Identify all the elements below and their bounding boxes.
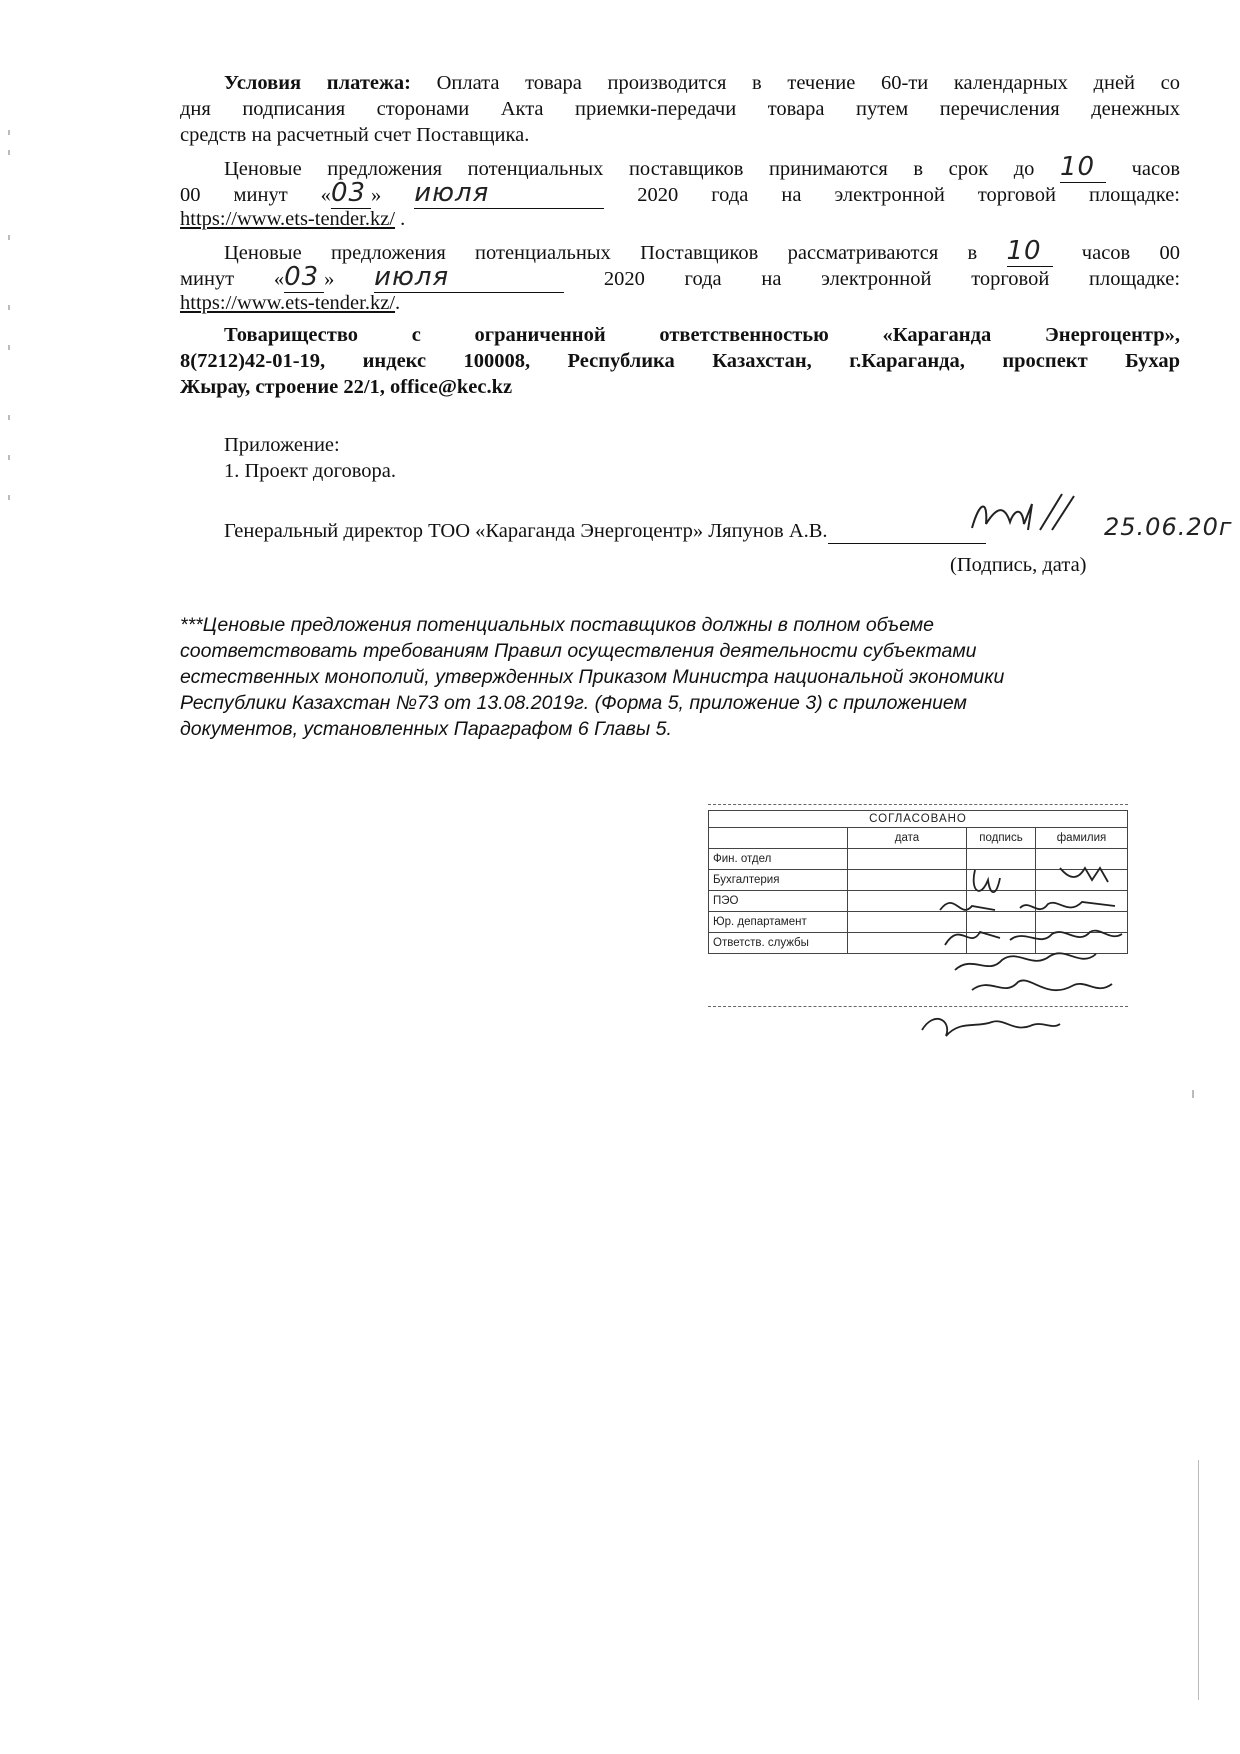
handwritten-day: 03 — [284, 262, 320, 292]
handwritten-signature-date: 25.06.20г — [1104, 513, 1233, 541]
handwritten-month: июля — [414, 178, 490, 208]
ets-tender-link[interactable]: https://www.ets-tender.kz/ — [180, 292, 396, 314]
submission-deadline: Ценовые предложения потенциальных поставщиков принимаются в срок до 10 часов — [224, 152, 1181, 182]
ets-tender-link[interactable]: https://www.ets-tender.kz/ — [180, 208, 396, 230]
review-time-line-3: https://www.ets-tender.kz/. — [180, 292, 401, 314]
submission-deadline-line-3: https://www.ets-tender.kz/ . — [180, 208, 406, 230]
submission-deadline-line-2: 00 минут «03 » июля 2020 года на электронной торговой площадке: — [180, 178, 1180, 208]
attachments-heading: Приложение: — [224, 434, 340, 456]
payment-terms: Условия платежа: Оплата товара производится в течение 60-ти календарных дней со — [224, 72, 1180, 94]
company-details: Товарищество с ограниченной ответственностью «Караганда Энергоцентр», — [224, 324, 1180, 346]
handwritten-day: 03 — [330, 178, 367, 208]
director-signature-line: Генеральный директор ТОО «Караганда Энергоцентр» Ляпунов А.В. — [224, 518, 986, 544]
department-label: Фин. отдел — [709, 849, 848, 870]
handwritten-hour: 10 — [1006, 236, 1042, 266]
column-header: фамилия — [1036, 828, 1128, 849]
approval-stamp-title: СОГЛАСОВАНО — [709, 811, 1128, 828]
department-label: ПЭО — [709, 891, 848, 912]
department-label: Бухгалтерия — [709, 870, 848, 891]
payment-terms-line-2: дня подписания сторонами Акта приемки-передачи товара путем перечисления денежных — [180, 98, 1180, 120]
signature-caption: (Подпись, дата) — [950, 554, 1087, 576]
department-label: Юр. департамент — [709, 912, 848, 933]
approval-signatures-image — [900, 850, 1140, 1060]
handwritten-hour: 10 — [1060, 152, 1096, 182]
department-label: Ответств. службы — [709, 933, 848, 954]
payment-terms-line-3: средств на расчетный счет Поставщика. — [180, 124, 530, 146]
footnote: ***Ценовые предложения потенциальных поставщиков должны в полном объеме соответствовать требованиям Правил осуществления деятельности субъектами естественных монополий, утвержденных Приказом Министра национальной экономики Республики Казахстан №73 от 13.08.2019г. (Форма 5, приложение 3) с приложением документов, установленных Параграфом 6 Главы 5. — [180, 614, 1005, 740]
company-details-line-2: 8(7212)42-01-19, индекс 100008, Республика Казахстан, г.Караганда, проспект Бухар — [180, 350, 1180, 372]
review-time: Ценовые предложения потенциальных Поставщиков рассматриваются в 10 часов 00 — [224, 236, 1181, 266]
handwritten-month: июля — [374, 262, 450, 292]
payment-terms-label: Условия платежа: — [224, 72, 411, 94]
column-header: подпись — [967, 828, 1036, 849]
attachment-item: 1. Проект договора. — [224, 460, 397, 482]
company-details-line-3: Жырау, строение 22/1, office@kec.kz — [180, 376, 513, 398]
review-time-line-2: минут «03 » июля 2020 года на электронной торговой площадке: — [180, 262, 1181, 292]
director-signature-image — [966, 490, 1116, 540]
column-header: дата — [848, 828, 967, 849]
